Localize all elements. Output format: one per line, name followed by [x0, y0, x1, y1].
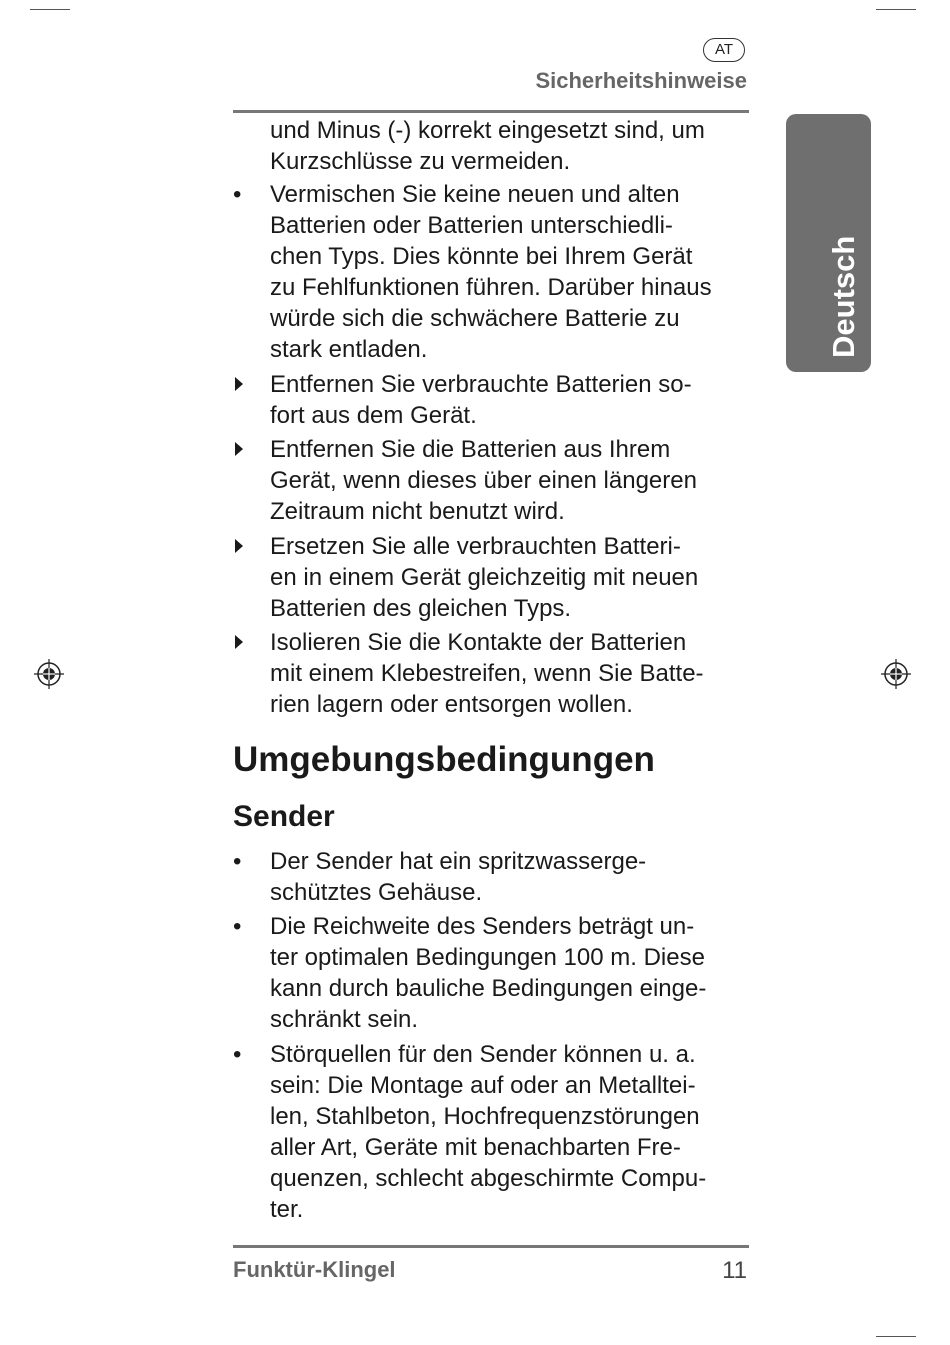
text-line: Der Sender hat ein spritzwasserge-: [270, 848, 647, 875]
footer-product-name: Funktür-Klingel: [233, 1257, 396, 1282]
text-line: sein: Die Montage auf oder an Metalltei-: [270, 1072, 696, 1099]
text-line: len, Stahlbeton, Hochfrequenzstörungen: [270, 1103, 700, 1130]
section-title: Sicherheitshinweise: [535, 68, 747, 93]
crop-mark-top-right: [876, 9, 916, 10]
subheading: Sender: [233, 800, 335, 833]
crop-mark-bottom-right: [876, 1336, 916, 1337]
text-line: chen Typs. Dies könnte bei Ihrem Gerät: [270, 243, 693, 270]
arrow-bullet-icon: [235, 442, 243, 456]
text-line: Die Reichweite des Senders beträgt un-: [270, 913, 695, 940]
text-line: Entfernen Sie die Batterien aus Ihrem: [270, 436, 671, 463]
text-line: Vermischen Sie keine neuen und alten: [270, 181, 680, 208]
text-line: zu Fehlfunktionen führen. Darüber hinaus: [270, 274, 712, 301]
text-line: und Minus (-) korrekt eingesetzt sind, um: [270, 117, 705, 144]
text-line: Batterien des gleichen Typs.: [270, 595, 572, 622]
arrow-bullet-icon: [235, 539, 243, 553]
registration-mark-left-icon: [34, 659, 64, 689]
text-line: Kurzschlüsse zu vermeiden.: [270, 148, 571, 175]
text-line: Batterien oder Batterien unterschiedli-: [270, 212, 673, 239]
bullet-dot-icon: •: [233, 1041, 242, 1068]
text-line: ter.: [270, 1196, 304, 1223]
text-line: aller Art, Geräte mit benachbarten Fre-: [270, 1134, 681, 1161]
arrow-bullet-icon: [235, 635, 243, 649]
text-line: Ersetzen Sie alle verbrauchten Batteri-: [270, 533, 681, 560]
text-line: quenzen, schlecht abgeschirmte Compu-: [270, 1165, 707, 1192]
text-line: schränkt sein.: [270, 1006, 419, 1033]
text-line: Gerät, wenn dieses über einen längeren: [270, 467, 697, 494]
text-line: Störquellen für den Sender können u. a.: [270, 1041, 696, 1068]
text-line: Isolieren Sie die Kontakte der Batterien: [270, 629, 687, 656]
page-number: 11: [722, 1257, 747, 1284]
text-line: ter optimalen Bedingungen 100 m. Diese: [270, 944, 705, 971]
header-rule: [233, 110, 749, 113]
text-line: Zeitraum nicht benutzt wird.: [270, 498, 565, 525]
registration-mark-right-icon: [881, 659, 911, 689]
text-line: schütztes Gehäuse.: [270, 879, 483, 906]
arrow-bullet-icon: [235, 377, 243, 391]
heading: Umgebungsbedingungen: [233, 740, 655, 779]
text-line: Entfernen Sie verbrauchte Batterien so-: [270, 371, 692, 398]
crop-mark-top-left: [30, 9, 70, 10]
text-line: mit einem Klebestreifen, wenn Sie Batte-: [270, 660, 704, 687]
language-tab-label: Deutsch: [826, 235, 861, 358]
bullet-dot-icon: •: [233, 913, 242, 940]
text-line: rien lagern oder entsorgen wollen.: [270, 691, 633, 718]
text-line: en in einem Gerät gleichzeitig mit neuen: [270, 564, 699, 591]
bullet-dot-icon: •: [233, 848, 242, 875]
language-tab: [786, 114, 871, 372]
footer-rule: [233, 1245, 749, 1248]
text-line: stark entladen.: [270, 336, 428, 363]
country-badge: AT: [703, 38, 745, 62]
bullet-dot-icon: •: [233, 181, 242, 208]
text-line: fort aus dem Gerät.: [270, 402, 477, 429]
text-line: kann durch bauliche Bedingungen einge-: [270, 975, 707, 1002]
text-line: würde sich die schwächere Batterie zu: [270, 305, 680, 332]
